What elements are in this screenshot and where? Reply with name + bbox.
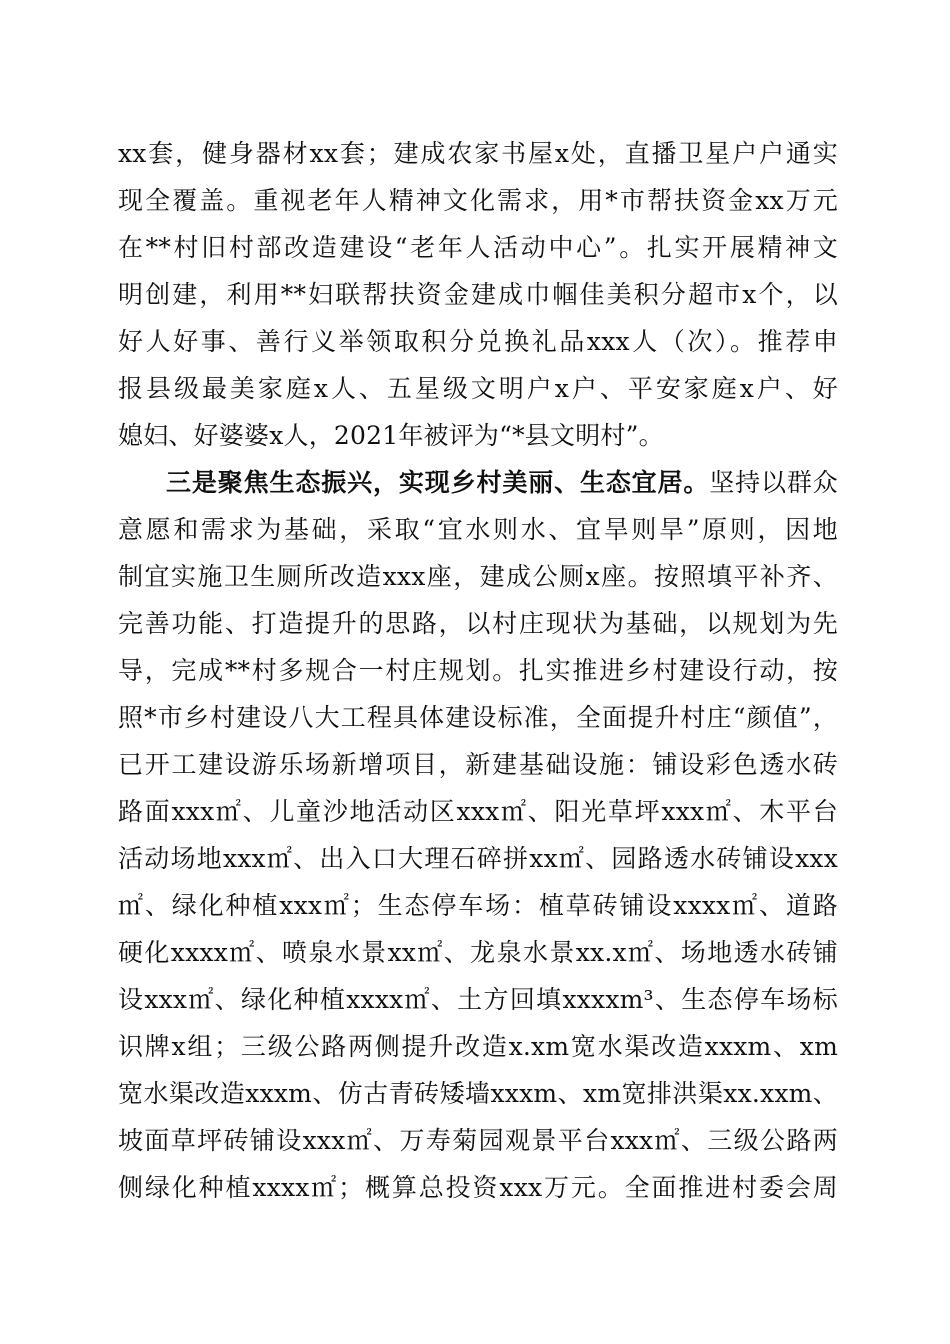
text-line: 识牌x组；三级公路两侧提升改造x.xm宽水渠改造xxxm、xm [118,1032,838,1061]
paragraph-culture [118,130,838,459]
text-line: 设xxx㎡、绿化种植xxxx㎡、土方回填xxxxm³、生态停车场标 [118,985,838,1014]
text-line-first [118,459,838,506]
text-line: 在**村旧村部改造建设“老年人活动中心”。扎实开展精神文 [118,233,838,262]
text-line: 制宜实施卫生厕所改造xxx座，建成公厕x座。按照填平补齐、 [118,562,838,591]
text-line: 媳妇、好婆婆x人，2021年被评为“*县文明村”。 [118,421,664,450]
text-line: 好人好事、善行义举领取积分兑换礼品xxx人（次）。推荐申 [118,327,838,356]
text-line: 活动场地xxx㎡、出入口大理石碎拼xx㎡、园路透水砖铺设xxx [118,844,838,873]
text-line: 导，完成**村多规合一村庄规划。扎实推进乡村建设行动，按 [118,656,838,685]
text-line: 照*市乡村建设八大工程具体建设标准，全面提升村庄“颜值”， [118,703,838,732]
text-line: 硬化xxxx㎡、喷泉水景xx㎡、龙泉水景xx.x㎡、场地透水砖铺 [118,938,838,967]
paragraph-ecology [118,459,838,1211]
text-line: 宽水渠改造xxxm、仿古青砖矮墙xxxm、xm宽排洪渠xx.xxm、 [118,1079,838,1108]
text-line: 坡面草坪砖铺设xxx㎡、万寿菊园观景平台xxx㎡、三级公路两 [118,1126,838,1155]
text-line: 现全覆盖。重视老年人精神文化需求，用*市帮扶资金xx万元 [118,186,838,215]
paragraph-heading: 三是聚焦生态振兴，实现乡村美丽、生态宜居。 [166,468,710,497]
document-body [118,130,838,1211]
text-line: 已开工建设游乐场新增项目，新建基础设施：铺设彩色透水砖 [118,750,838,779]
text-line: 意愿和需求为基础，采取“宜水则水、宜旱则旱”原则，因地 [118,515,838,544]
text-line: 路面xxx㎡、儿童沙地活动区xxx㎡、阳光草坪xxx㎡、木平台 [118,797,838,826]
text-line: 侧绿化种植xxxx㎡；概算总投资xxx万元。全面推进村委会周 [118,1173,838,1202]
text-line: xx套，健身器材xx套；建成农家书屋x处，直播卫星户户通实 [118,139,838,168]
text-line: 报县级最美家庭x人、五星级文明户x户、平安家庭x户、好 [118,374,838,403]
heading-line-rest: 坚持以群众 [709,468,838,497]
text-line: 明创建，利用**妇联帮扶资金建成巾帼佳美积分超市x个，以 [118,280,838,309]
text-line: 完善功能、打造提升的思路，以村庄现状为基础，以规划为先 [118,609,838,638]
text-line: ㎡、绿化种植xxx㎡；生态停车场：植草砖铺设xxxx㎡、道路 [118,891,838,920]
